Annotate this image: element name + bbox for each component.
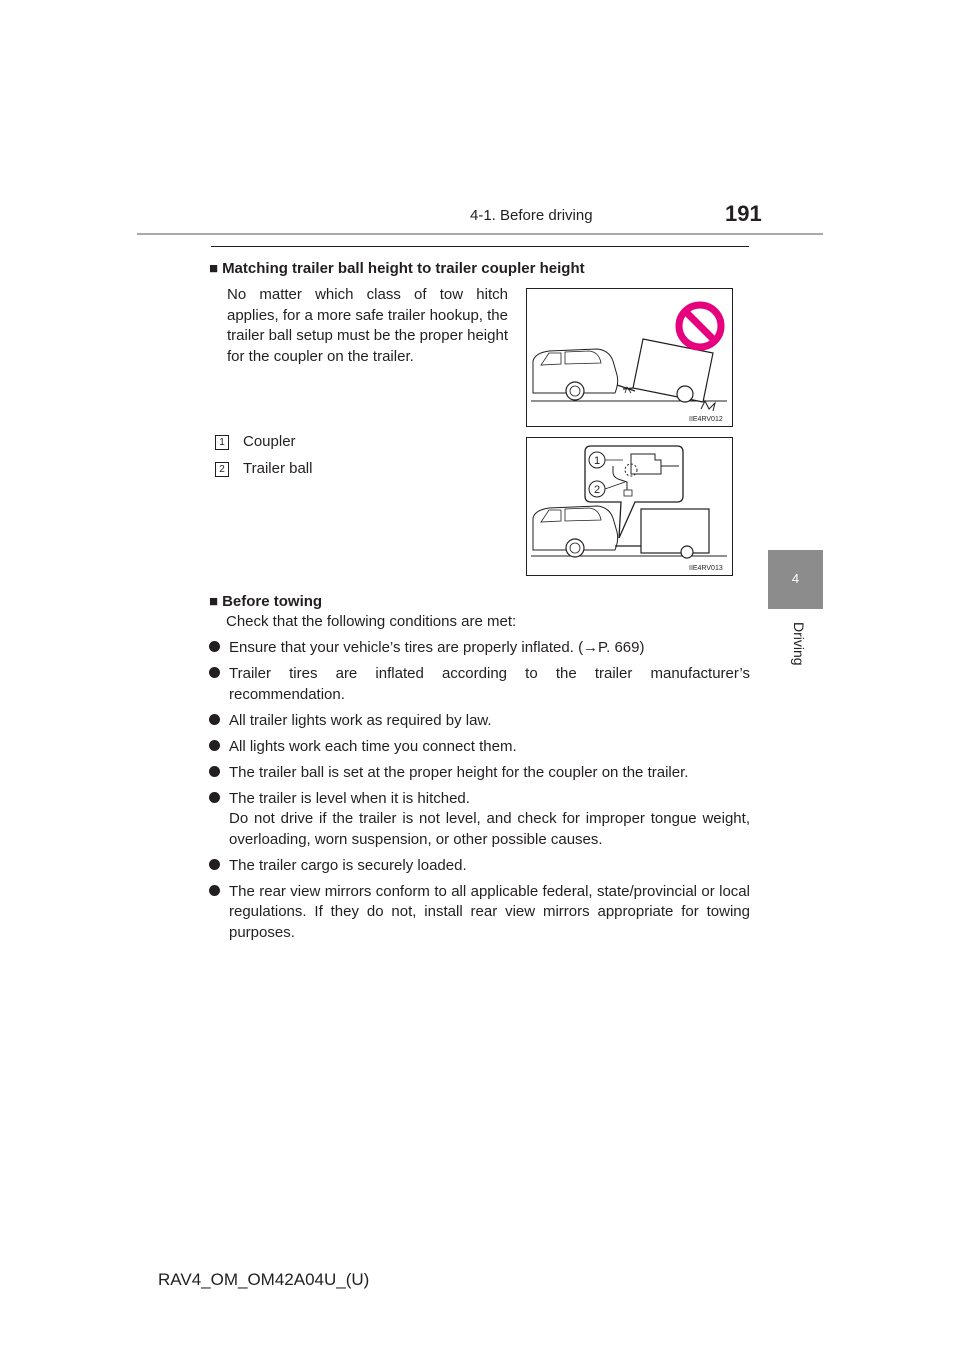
chapter-number: 4 bbox=[791, 571, 800, 586]
matching-heading bbox=[209, 259, 585, 279]
bullet-icon bbox=[209, 859, 220, 870]
legend-label: Coupler bbox=[243, 433, 296, 450]
list-item bbox=[209, 789, 750, 851]
page-number: 191 bbox=[725, 201, 762, 226]
legend-number: 2 bbox=[215, 462, 229, 477]
matching-paragraph: No matter which class of tow hitch applies, for a more safe trailer hookup, the trailer ball setup must be the proper height for the coupler on the trailer. bbox=[227, 286, 508, 365]
bullet-icon bbox=[209, 714, 220, 725]
content-divider bbox=[211, 246, 749, 247]
bullet-icon bbox=[209, 766, 220, 777]
heading-marker: ■ bbox=[209, 260, 219, 277]
prohibited-icon bbox=[679, 305, 721, 347]
callout-number: 1 bbox=[594, 455, 601, 467]
bullet-icon bbox=[209, 667, 220, 678]
list-item-text: The trailer is level when it is hitched. Do not drive if the trailer is not level, and check for improper tongue weight, overloading, worn suspension, or other possible causes. bbox=[229, 789, 750, 848]
matching-heading-text: Matching trailer ball height to trailer coupler height bbox=[222, 260, 585, 277]
list-item-text: The rear view mirrors conform to all applicable federal, state/provincial or local regulations. If they do not, install rear view mirrors appropriate for towing purposes. bbox=[229, 882, 750, 941]
figure-improper-hitch bbox=[526, 288, 733, 427]
list-item-text: Trailer tires are inflated according to the trailer manufacturer’s recommendation. bbox=[229, 665, 750, 703]
figure-proper-hitch bbox=[526, 437, 733, 576]
list-item bbox=[209, 882, 750, 944]
legend-number: 1 bbox=[215, 435, 229, 450]
list-item-text: All trailer lights work as required by law. bbox=[229, 711, 492, 729]
list-item bbox=[209, 664, 750, 705]
bullet-icon bbox=[209, 641, 220, 652]
list-item bbox=[209, 763, 750, 784]
list-item bbox=[209, 638, 750, 659]
figure2-code: IIE4RV013 bbox=[689, 565, 723, 572]
list-item-text: All lights work each time you connect them. bbox=[229, 737, 517, 755]
figure1-code: IIE4RV012 bbox=[689, 416, 723, 423]
conditions-list bbox=[209, 638, 750, 949]
legend-item-trailer-ball bbox=[215, 459, 312, 479]
list-item-text: Ensure that your vehicle’s tires are properly inflated. (→P. 669) bbox=[229, 639, 645, 656]
header-divider bbox=[137, 233, 823, 235]
list-item-text: The trailer ball is set at the proper height for the coupler on the trailer. bbox=[229, 763, 689, 781]
section-title: 4-1. Before driving bbox=[470, 207, 593, 224]
heading-marker: ■ bbox=[209, 593, 219, 610]
document-code: RAV4_OM_OM42A04U_(U) bbox=[158, 1270, 370, 1289]
bullet-icon bbox=[209, 740, 220, 751]
list-item bbox=[209, 856, 750, 877]
list-item bbox=[209, 737, 750, 758]
callout-number: 2 bbox=[594, 484, 601, 496]
list-item-text: The trailer cargo is securely loaded. bbox=[229, 856, 467, 874]
before-towing-intro: Check that the following conditions are met: bbox=[226, 613, 517, 630]
legend-label: Trailer ball bbox=[243, 460, 313, 477]
bullet-icon bbox=[209, 885, 220, 896]
before-towing-heading bbox=[209, 592, 322, 612]
list-item bbox=[209, 711, 750, 732]
legend-item-coupler bbox=[215, 432, 296, 452]
chapter-label: Driving bbox=[791, 622, 807, 666]
before-towing-heading-text: Before towing bbox=[222, 593, 323, 610]
bullet-icon bbox=[209, 792, 220, 803]
